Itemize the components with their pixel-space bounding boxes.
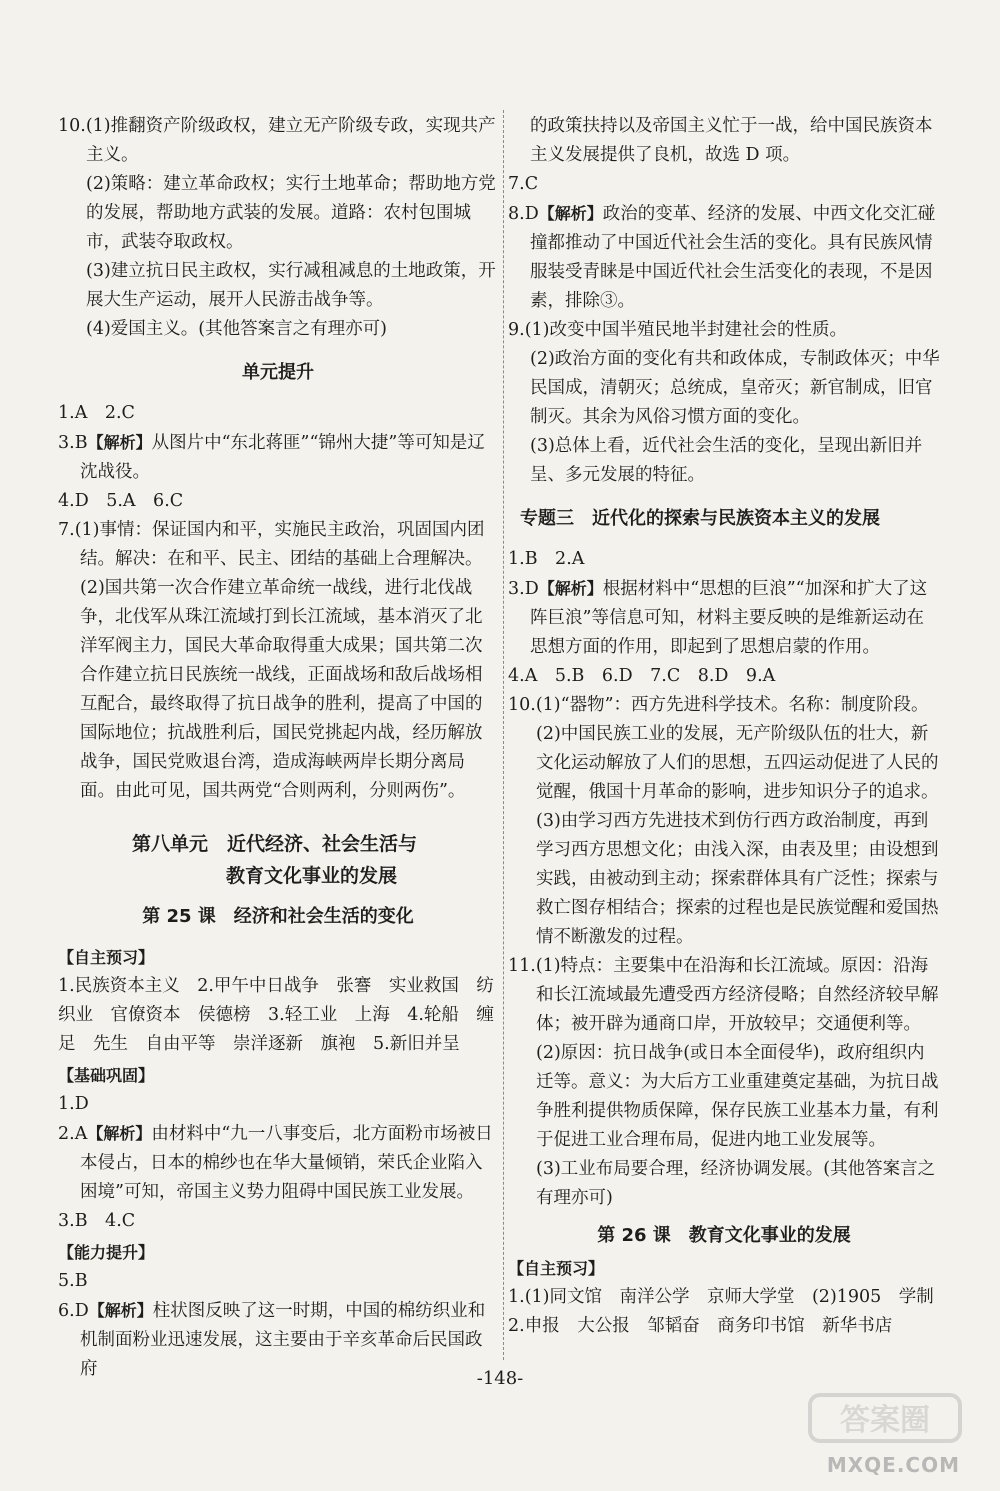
answer-number: 6.D — [58, 1301, 89, 1321]
section-self-preview-26: 【自主预习】 — [508, 1259, 605, 1278]
preview-26-answer-2: 2.申报 大公报 邹韬奋 商务印书馆 新华书店 — [508, 1316, 893, 1336]
answer-4-6: 4.D 5.A 6.C — [58, 491, 184, 511]
analysis-text: 政治的变革、经济的发展、中西文化交汇碰撞都推动了中国近代社会生活的变化。具有民族风情服装受青睐是中国近代社会生活变化的表现，不是因素，排除③。 — [530, 204, 936, 311]
watermark-url: MXQE.COM — [826, 1453, 960, 1477]
page-number: -148- — [476, 1368, 524, 1389]
ability-answer-5: 5.B — [58, 1271, 88, 1291]
analysis-text: 根据材料中“思想的巨浪”“加深和扩大了这阵巨浪”等信息可知，材料主要反映的是维新运动在思想方面的作用，即起到了思想启蒙的作用。 — [530, 579, 928, 657]
answer-3 — [58, 428, 498, 487]
answer-10-1: 10.(1)推翻资产阶级政权，建立无产阶级专政，实现共产主义。 — [58, 116, 496, 165]
answer-6-continued: 的政策扶持以及帝国主义忙于一战，给中国民族资本主义发展提供了良机，故选 D 项。 — [530, 116, 933, 165]
basic-answer-3-4: 3.B 4.C — [58, 1211, 136, 1231]
analysis-tag: 【解析】 — [538, 204, 603, 223]
answer-9-2: (2)政治方面的变化有共和政体成，专制政体灭；中华民国成，清朝灭；总统成，皇帝灭；新官制成，旧官制灭。其余为风俗习惯方面的变化。 — [530, 349, 940, 427]
left-column — [58, 112, 498, 1384]
unit-review-title: 单元提升 — [242, 362, 314, 383]
answer-7-1: 7.(1)事情：保证国内和平，实施民主政治，巩固国内团结。解决：在和平、民主、团结的基础上合理解决。 — [58, 520, 485, 569]
answer-8 — [508, 199, 940, 316]
unit-8-title — [58, 828, 498, 892]
right-column — [508, 112, 940, 1341]
answer-10-2: (2)策略：建立革命政权；实行土地革命；帮助地方党的发展，帮助地方武装的发展。道路：农村包围城市，武装夺取政权。 — [86, 174, 496, 252]
section-basic: 【基础巩固】 — [58, 1066, 155, 1085]
section-ability: 【能力提升】 — [58, 1243, 155, 1262]
topic-answer-10-1: 10.(1)“器物”：西方先进科学技术。名称：制度阶段。 — [508, 695, 929, 715]
basic-answer-2 — [58, 1119, 498, 1207]
topic-3-title: 专题三 近代化的探索与民族资本主义的发展 — [520, 508, 880, 529]
answer-1-2: 1.A 2.C — [58, 403, 135, 423]
analysis-tag: 【解析】 — [88, 1301, 153, 1320]
answer-10-4: (4)爱国主义。(其他答案言之有理亦可) — [86, 319, 387, 339]
analysis-text: 由材料中“九一八事变后，北方面粉市场被日本侵占，日本的棉纱也在华大量倾销，荣氏企业陷入困境”可知，帝国主义势力阻碍中国民族工业发展。 — [80, 1124, 493, 1202]
basic-answer-1: 1.D — [58, 1094, 89, 1114]
topic-answer-1-2: 1.B 2.A — [508, 549, 585, 569]
preview-answers: 1.民族资本主义 2.甲午中日战争 张謇 实业救国 纺织业 官僚资本 侯德榜 3.轻工业 上海 4.轮船 缠足 先生 自由平等 崇洋逐新 旗袍 5.新旧并呈 — [58, 976, 494, 1054]
answer-7-2: (2)国共第一次合作建立革命统一战线，进行北伐战争，北伐军从珠江流域打到长江流域，基本消灭了北洋军阀主力，国民大革命取得重大成果；国共第二次合作建立抗日民族统一战线，正面战场和敌后战场相互配合，最终取得了抗日战争的胜利，提高了中国的国际地位；抗战胜利后，国民党挑起内战，经历解放战争，国民党败退台湾，造成海峡两岸长期分离局面。由此可见，国共两党“合则两利，分则两伤”。 — [80, 578, 483, 801]
answer-10-3: (3)建立抗日民主政权，实行减租减息的土地政策，开展大生产运动，展开人民游击战争等。 — [86, 261, 496, 310]
analysis-tag: 【解析】 — [538, 579, 603, 598]
analysis-tag: 【解析】 — [87, 433, 152, 452]
answer-9-1: 9.(1)改变中国半殖民地半封建社会的性质。 — [508, 320, 847, 340]
analysis-text: 从图片中“东北蒋匪”“锦州大捷”等可知是辽沈战役。 — [80, 433, 485, 482]
analysis-tag: 【解析】 — [87, 1124, 152, 1143]
answer-number: 2.A — [58, 1124, 88, 1144]
topic-answer-4-9: 4.A 5.B 6.D 7.C 8.D 9.A — [508, 666, 776, 686]
section-self-preview: 【自主预习】 — [58, 948, 155, 967]
answer-number: 3.D — [508, 579, 539, 599]
answer-9-3: (3)总体上看，近代社会生活的变化，呈现出新旧并呈、多元发展的特征。 — [530, 436, 923, 485]
lesson-25-title: 第 25 课 经济和社会生活的变化 — [142, 906, 414, 927]
topic-answer-10-3: (3)由学习西方先进技术到仿行西方政治制度，再到学习西方思想文化；由浅入深，由表及里；由设想到实践，由被动到主动；探索群体具有广泛性；探索与救亡图存相结合；探索的过程也是民族觉醒和爱国热情不断激发的过程。 — [536, 811, 939, 947]
topic-answer-11-3: (3)工业布局要合理，经济协调发展。(其他答案言之有理亦可) — [536, 1159, 936, 1208]
unit-8-title-line-1: 第八单元 近代经济、社会生活与 — [132, 833, 418, 855]
topic-answer-11-2: (2)原因：抗日战争(或日本全面侵华)，政府组织内迁等。意义：为大后方工业重建奠定基础，为抗日战争胜利提供物质保障，保存民族工业基本力量，有利于促进工业合理布局，促进内地工业发展等。 — [536, 1043, 939, 1150]
lesson-26-title: 第 26 课 教育文化事业的发展 — [597, 1225, 851, 1246]
preview-26-answer-1: 1.(1)同文馆 南洋公学 京师大学堂 (2)1905 学制 — [508, 1287, 934, 1307]
answer-number: 8.D — [508, 204, 539, 224]
analysis-text: 柱状图反映了这一时期，中国的棉纺织业和机制面粉业迅速发展，这主要由于辛亥革命后民国政府 — [80, 1301, 486, 1379]
answer-7: 7.C — [508, 174, 539, 194]
column-divider — [503, 110, 504, 1360]
topic-answer-3 — [508, 574, 940, 662]
answer-number: 3.B — [58, 433, 88, 453]
topic-answer-11-1: 11.(1)特点：主要集中在沿海和长江流域。原因：沿海和长江流域最先遭受西方经济侵略；自然经济较早解体；被开辟为通商口岸，开放较早；交通便利等。 — [508, 956, 939, 1034]
topic-answer-10-2: (2)中国民族工业的发展，无产阶级队伍的壮大，新文化运动解放了人们的思想，五四运动促进了人民的觉醒，俄国十月革命的影响，进步知识分子的追求。 — [536, 724, 939, 802]
svg-text:答案圈: 答案圈 — [840, 1403, 930, 1438]
unit-8-title-line-2: 教育文化事业的发展 — [226, 865, 398, 887]
